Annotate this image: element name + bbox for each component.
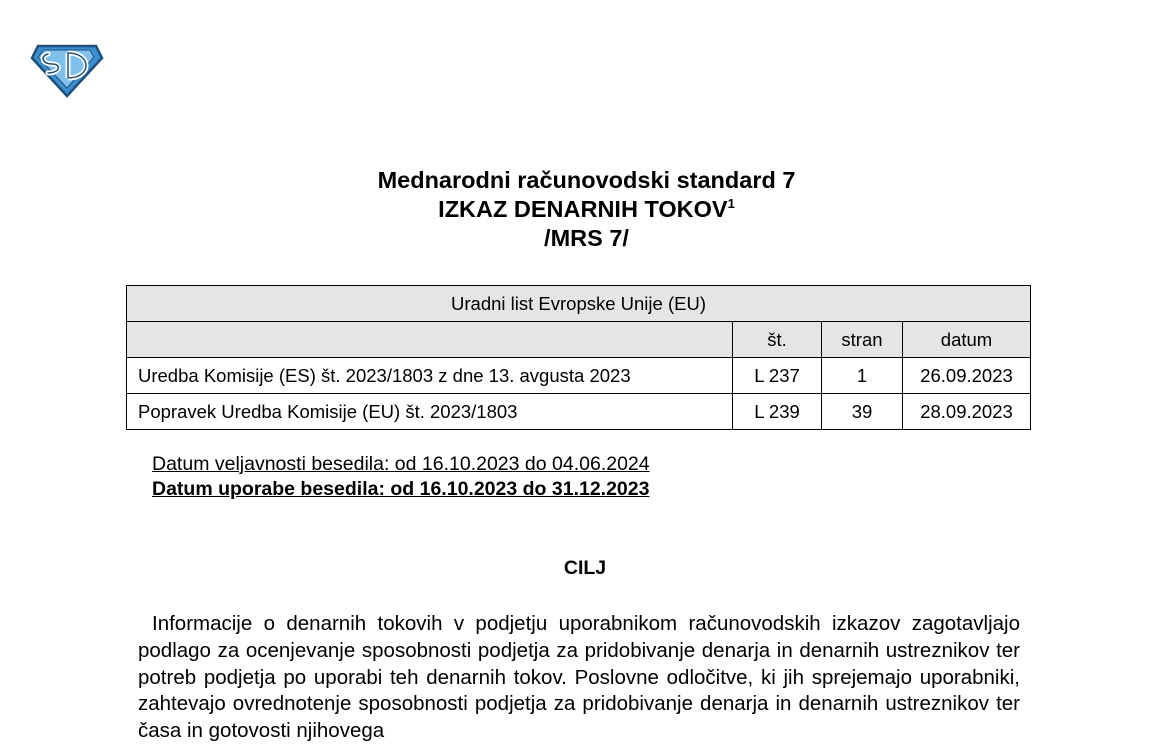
row-description: Popravek Uredba Komisije (EU) št. 2023/1803 [127,394,733,430]
table-row [127,358,1031,394]
table-header: Uradni list Evropske Unije (EU) [127,286,1031,322]
section-heading: CILJ [563,557,607,579]
row-description: Uredba Komisije (ES) št. 2023/1803 z dne 13. avgusta 2023 [127,358,733,394]
column-header-empty [127,322,733,358]
application-date-line: Datum uporabe besedila: od 16.10.2023 do 31.12.2023 [152,478,650,500]
title-line-code: /MRS 7/ [544,225,629,251]
row-datum: 28.09.2023 [903,394,1031,430]
title-line-name [0,195,1157,224]
title-name-text: IZKAZ DENARNIH TOKOV [438,196,728,222]
logo-icon [30,40,104,100]
body-paragraph: Informacije o denarnih tokovih v podjetju uporabnikom računovodskih izkazov zagotavljajo podlago za ocenjevanje sposobnosti podjetja za pridobivanje denarja in denarnih ustreznikov ter potreb podjetja po uporabi teh denarnih tokov. Poslovne odločitve, ki jih sprejemajo uporabniki, zahtevajo ovrednotenje sposobnosti podjetja za pridobivanje denarja in denarnih ustreznikov ter časa in gotovosti njihovega [138,612,1020,743]
table-columns-row [127,322,1031,358]
row-stran: 39 [822,394,903,430]
row-stran: 1 [822,358,903,394]
official-journal-table [126,285,1031,430]
sd-diamond-logo [30,40,104,100]
validity-date-line: Datum veljavnosti besedila: od 16.10.2023 do 04.06.2024 [152,453,650,475]
column-header-stran: stran [822,322,903,358]
title-line-standard: Mednarodni računovodski standard 7 [377,167,796,193]
row-st: L 239 [733,394,822,430]
column-header-datum: datum [903,322,1031,358]
table-row [127,394,1031,430]
row-st: L 237 [733,358,822,394]
table-header-row [127,286,1031,322]
validity-dates [152,452,650,502]
row-datum: 26.09.2023 [903,358,1031,394]
column-header-st: št. [733,322,822,358]
document-title [0,166,1157,253]
footnote-mark[interactable]: 1 [727,196,735,211]
